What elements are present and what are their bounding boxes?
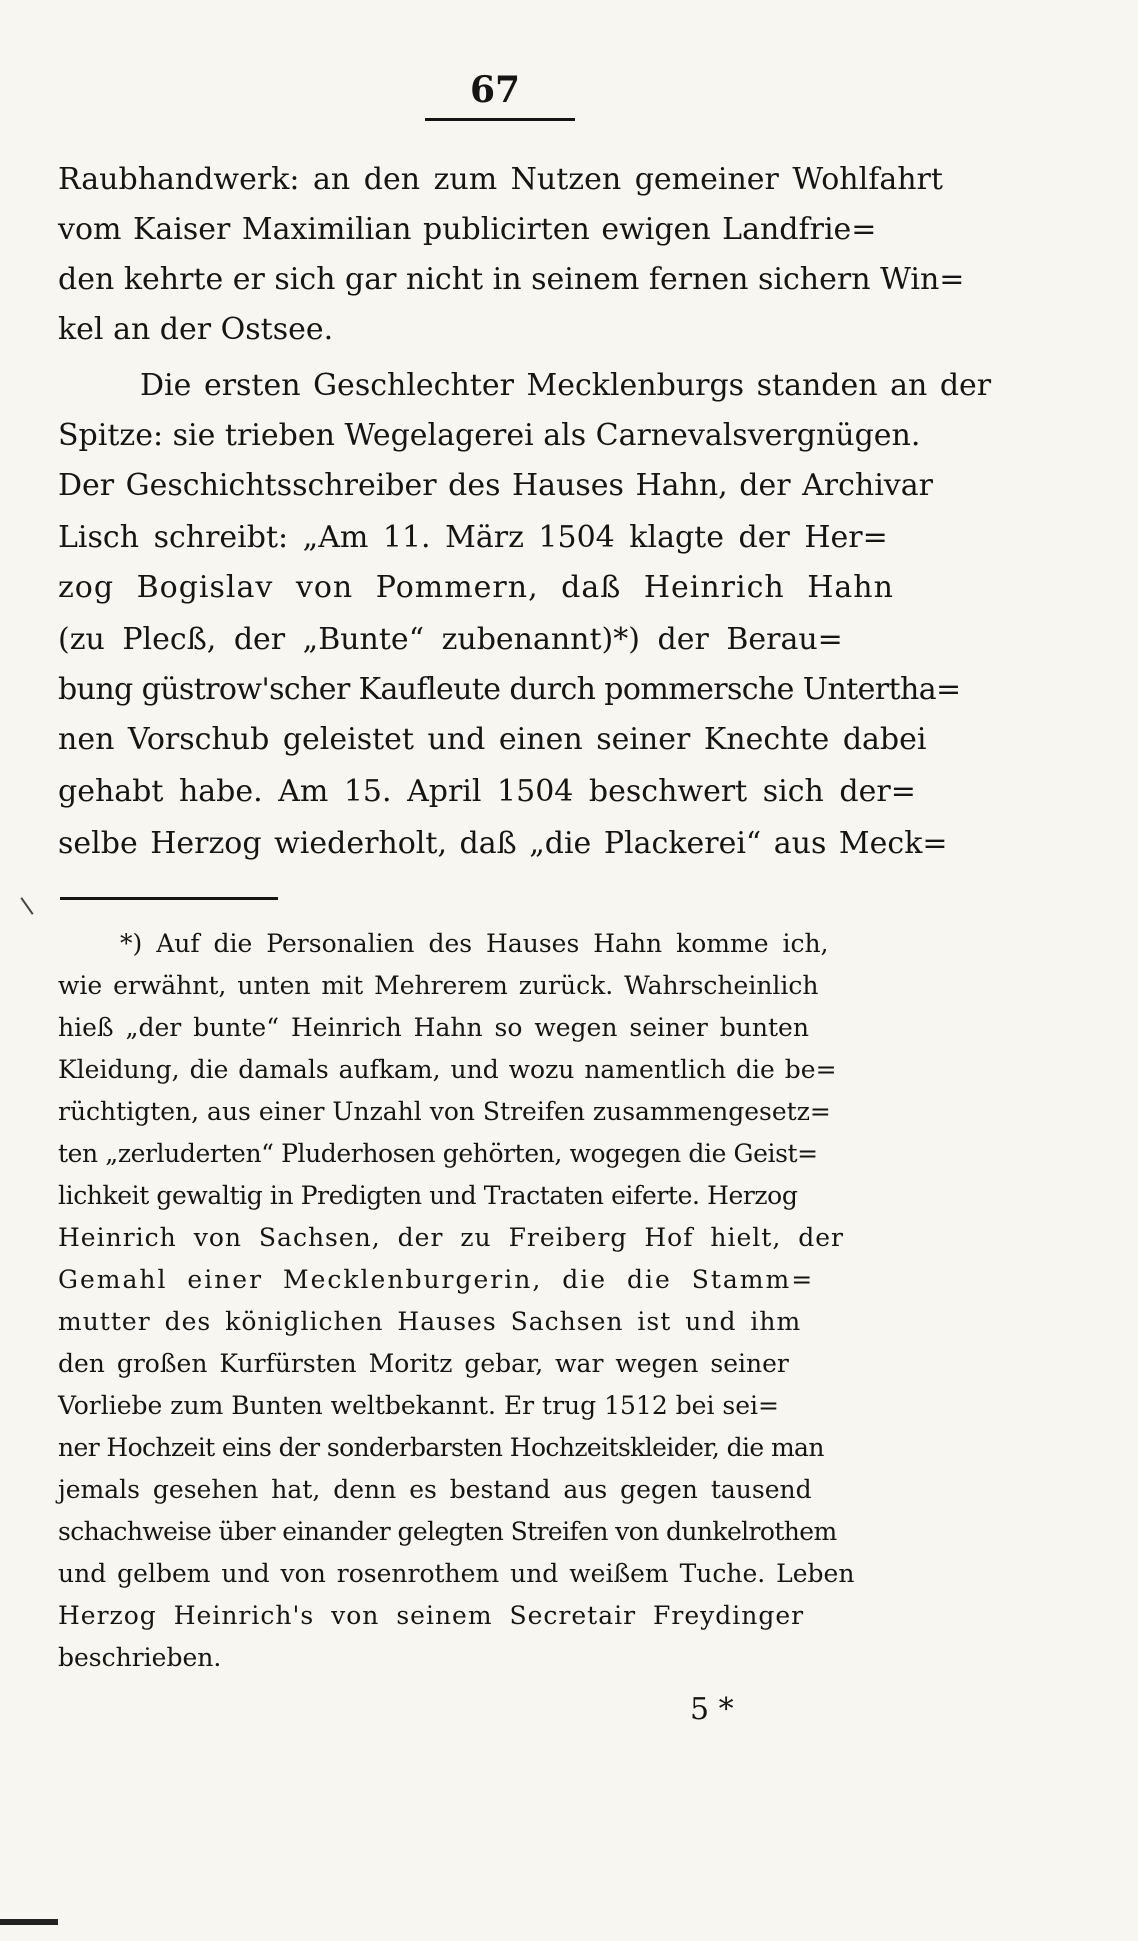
footnote-line: ten „zerluderten“ Pluderhosen gehörten, wogegen die Geist=: [58, 1139, 818, 1168]
text-line: (zu Plecß, der „Bunte“ zubenannt)*) der Berau=: [58, 622, 843, 657]
edge-mark: [0, 1919, 58, 1925]
footnote-line: *) Auf die Personalien des Hauses Hahn komme ich,: [120, 929, 829, 958]
header-rule: [425, 118, 575, 121]
footnote-line: beschrieben.: [58, 1643, 222, 1672]
footnote-line: lichkeit gewaltig in Predigten und Tractaten eiferte. Herzog: [58, 1181, 798, 1210]
text-line: selbe Herzog wiederholt, daß „die Plackerei“ aus Meck=: [58, 826, 948, 861]
text-line: kel an der Ostsee.: [58, 312, 334, 347]
footnote-line: Heinrich von Sachsen, der zu Freiberg Hof hielt, der: [58, 1223, 844, 1252]
text-line: zog Bogislav von Pommern, daß Heinrich Hahn: [58, 570, 894, 605]
text-line: Der Geschichtsschreiber des Hauses Hahn, der Archivar: [58, 468, 933, 503]
page-number: 67: [469, 69, 521, 111]
footnote-line: Herzog Heinrich's von seinem Secretair Freydinger: [58, 1601, 805, 1630]
text-line: Lisch schreibt: „Am 11. März 1504 klagte der Her=: [58, 520, 888, 555]
signature-mark: 5 *: [690, 1692, 734, 1727]
text-line: gehabt habe. Am 15. April 1504 beschwert sich der=: [58, 774, 916, 809]
footnote-line: schachweise über einander gelegten Streifen von dunkelrothem: [58, 1517, 837, 1546]
footnote-line: Gemahl einer Mecklenburgerin, die die Stamm=: [58, 1265, 815, 1294]
text-line: bung güstrow'scher Kaufleute durch pommersche Untertha=: [58, 672, 961, 707]
footnote-line: hieß „der bunte“ Heinrich Hahn so wegen seiner bunten: [58, 1013, 809, 1042]
text-line: Spitze: sie trieben Wegelagerei als Carnevalsvergnügen.: [58, 418, 921, 453]
text-line: den kehrte er sich gar nicht in seinem fernen sichern Win=: [58, 262, 965, 297]
footnote-rule: [60, 897, 278, 900]
text-line: vom Kaiser Maximilian publicirten ewigen Landfrie=: [58, 212, 877, 247]
text-line: Raubhandwerk: an den zum Nutzen gemeiner Wohlfahrt: [58, 162, 943, 197]
footnote-line: Vorliebe zum Bunten weltbekannt. Er trug 1512 bei sei=: [58, 1391, 779, 1420]
footnote-line: den großen Kurfürsten Moritz gebar, war wegen seiner: [58, 1349, 789, 1378]
footnote-line: rüchtigten, aus einer Unzahl von Streifen zusammengesetz=: [58, 1097, 831, 1126]
text-line: nen Vorschub geleistet und einen seiner Knechte dabei: [58, 722, 927, 757]
footnote-line: jemals gesehen hat, denn es bestand aus gegen tausend: [58, 1475, 812, 1504]
footnote-line: mutter des königlichen Hauses Sachsen ist und ihm: [58, 1307, 802, 1336]
footnote-line: Kleidung, die damals aufkam, und wozu namentlich die be=: [58, 1055, 837, 1084]
text-line: Die ersten Geschlechter Mecklenburgs standen an der: [140, 368, 992, 403]
footnote-line: und gelbem und von rosenrothem und weißem Tuche. Leben: [58, 1559, 855, 1588]
footnote-line: ner Hochzeit eins der sonderbarsten Hochzeitskleider, die man: [58, 1433, 824, 1462]
stray-mark: [20, 897, 33, 915]
footnote-line: wie erwähnt, unten mit Mehrerem zurück. Wahrscheinlich: [58, 971, 819, 1000]
